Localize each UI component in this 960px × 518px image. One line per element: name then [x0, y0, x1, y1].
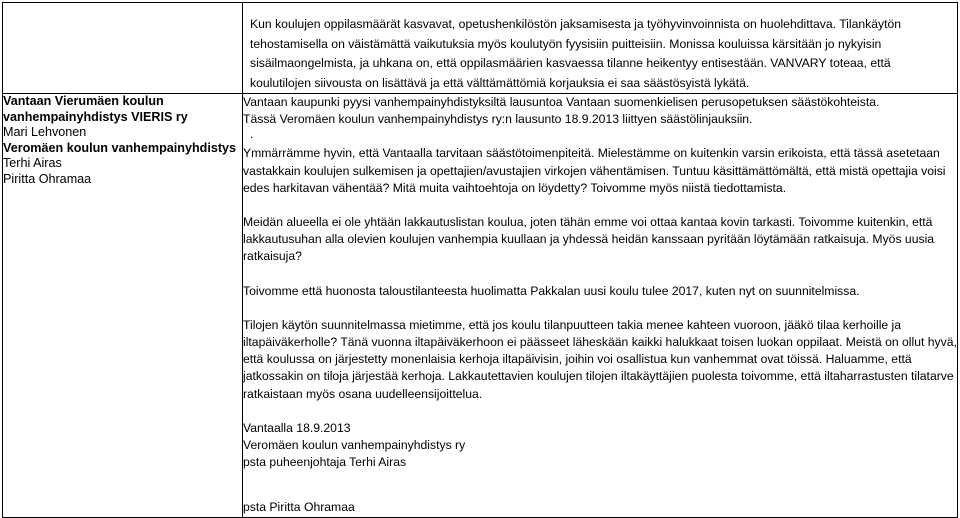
sign-second: psta Piritta Ohramaa — [243, 500, 355, 515]
stray-dot: . — [250, 127, 254, 141]
sign-organization: Veromäen koulun vanhempainyhdistys ry — [243, 438, 466, 453]
top-right-cell — [243, 3, 958, 94]
intro-line-1: Vantaan kaupunki pyysi vanhempainyhdistyksiltä lausuntoa Vantaan suomenkielisen perusopetuksen säästökohteista. — [243, 95, 880, 109]
paragraph-closures: Meidän alueella ei ole yhtään lakkautuslistan koulua, joten tähän emme voi ottaa kantaa kovin tarkasti. Toivomme kuitenkin, että lakkautusuhan alla olevien koulujen vanhempia kuullaan ja yhdessä heidän kanssaan pyritään löytämään ratkaisuja. Myös uusia ratkaisuja? — [243, 215, 935, 264]
intro-line-2: Tässä Veromäen koulun vanhempainyhdistys ry:n lausunto 18.9.2013 liittyen säästölinjauksiin. — [243, 112, 753, 127]
paragraph-clubs: Tilojen käytön suunnitelmassa mietimme, että jos koulu tilanpuutteen takia menee kahteen vuoroon, jääkö tilaa kerhoille ja iltapäiväkerholle? Tänä vuonna iltapäiväkerhoon ei päässeet läheskään kaikki halukkaat toisen luokan oppilaat. Meistä on ollut hyvä, että koulussa on järjestetty monenlaisia kerhoja iltapäivisin, joihin voi osallistua kun vanhemmat ovat töissä. Haluamme, että jatkossakin on tiloja järjestää kerhoja. Lakkautettavien koulujen tilojen iltakäyttäjien puolesta toivomme, että iltaharrastusten tilatarve ratkaistaan myös osana uudelleensijoittelua. — [243, 317, 957, 401]
top-row — [3, 3, 958, 94]
document-table — [2, 2, 958, 518]
cutoff-paragraph: Kun koulujen oppilasmäärät kasvavat, opetushenkilöstön jaksamisesta ja työhyvinvoinnista on huolehdittava. Tilankäytön tehostamisella on väistämättä vaikutuksia myös koulutyön fyysisiin puitteisiin. Monissa kouluissa kärsitään jo nykyisin sisäilmaongelmista, ja uhkana on, että oppilasmäärien kasvaessa tilanne heikentyy entisestään. VANVARY toteaa, että koulutilojen siivousta on lisättävä ja että välttämättömiä korjauksia ei saa säästösyistä lykätä. — [250, 17, 902, 90]
org-veromaki: Veromäen koulun vanhempainyhdistys — [3, 140, 237, 155]
sign-chair: psta puheenjohtaja Terhi Airas — [243, 455, 407, 470]
main-row — [3, 94, 958, 518]
top-left-cell — [3, 3, 243, 94]
sign-place-date: Vantaalla 18.9.2013 — [243, 420, 351, 435]
paragraph-savings: Ymmärrämme hyvin, että Vantaalla tarvitaan säästötoimenpiteitä. Mielestämme on kuitenkin varsin erikoista, että tässä asetetaan vastakkain koulujen sulkemisen ja opettajien/avustajien virkojen vähentämisen. Tuntuu käsittämättömältä, että mistä opettajia voisi edes harkitavan vähentää? Mitä muita vaihtoehtoja on löydetty? Toivomme myös niistä tiedottamista. — [243, 146, 946, 195]
person-piritta-ohramaa: Piritta Ohramaa — [3, 171, 92, 186]
org-vieris: Vantaan Vierumäen koulun vanhempainyhdistys VIERIS ry — [3, 94, 188, 124]
statement-cell — [243, 94, 958, 518]
person-mari-lehvonen: Mari Lehvonen — [3, 125, 87, 140]
signatories-cell — [3, 94, 243, 518]
paragraph-pakkala: Toivomme että huonosta taloustilanteesta huolimatta Pakkalan uusi koulu tulee 2017, kuten nyt on suunnitelmissa. — [243, 283, 860, 298]
person-terhi-airas: Terhi Airas — [3, 156, 62, 171]
